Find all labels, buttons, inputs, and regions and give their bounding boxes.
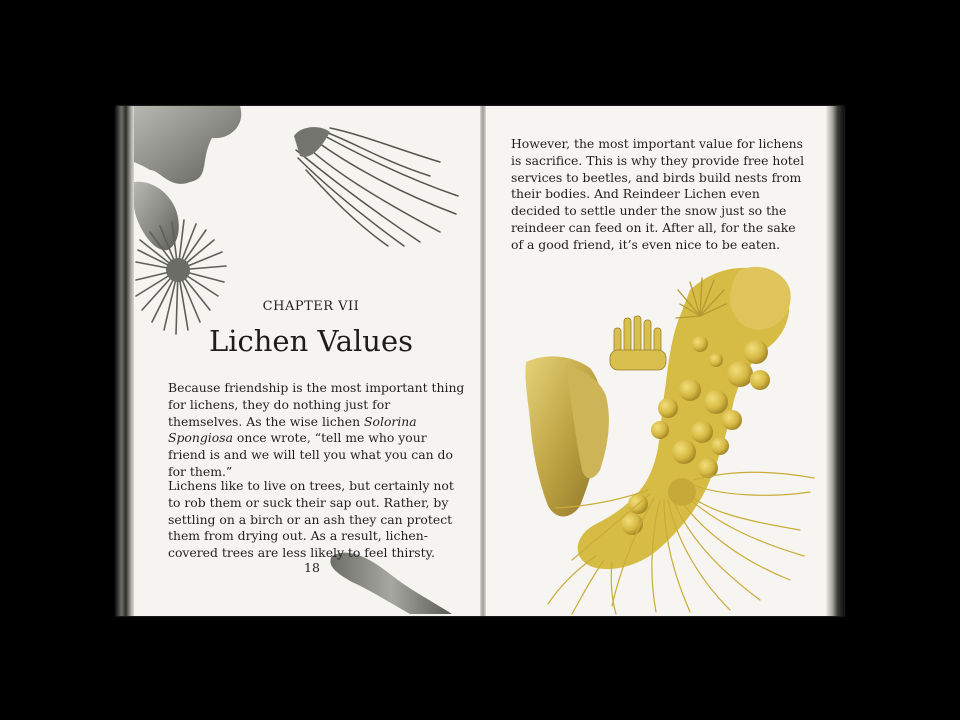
chapter-label: CHAPTER VII: [262, 299, 360, 314]
chapter-title: Lichen Values: [208, 324, 414, 358]
lichen-species-name: Solorina Spongiosa: [168, 413, 417, 446]
right-paragraph: However, the most important value for lichens is sacrifice. This is why they provide free hotel services to beetles, and birds build nests from their bodies. And Reindeer Lichen even decided to settle under the snow just so the reindeer can feed on it. After all, for the sake of a good friend, it’s even nice to be eaten.: [511, 136, 805, 252]
left-paragraph-1-end: once wrote, “tell me who your friend is and we will tell you what you can do for them.”: [168, 430, 453, 479]
left-paragraph-2: Lichens like to live on trees, but certainly not to rob them or suck their sap out. Rather, by settling on a birch or an ash they can protect them from drying out. As a result, lichen-covered trees are less likely to feel thirsty.: [168, 478, 454, 561]
left-paragraph-1-start: Because friendship is the most important thing for lichens, they do nothing just for themselves. As the wise lichen: [168, 380, 465, 429]
left-paragraph-1: [168, 380, 468, 481]
page-number: 18: [304, 560, 320, 575]
